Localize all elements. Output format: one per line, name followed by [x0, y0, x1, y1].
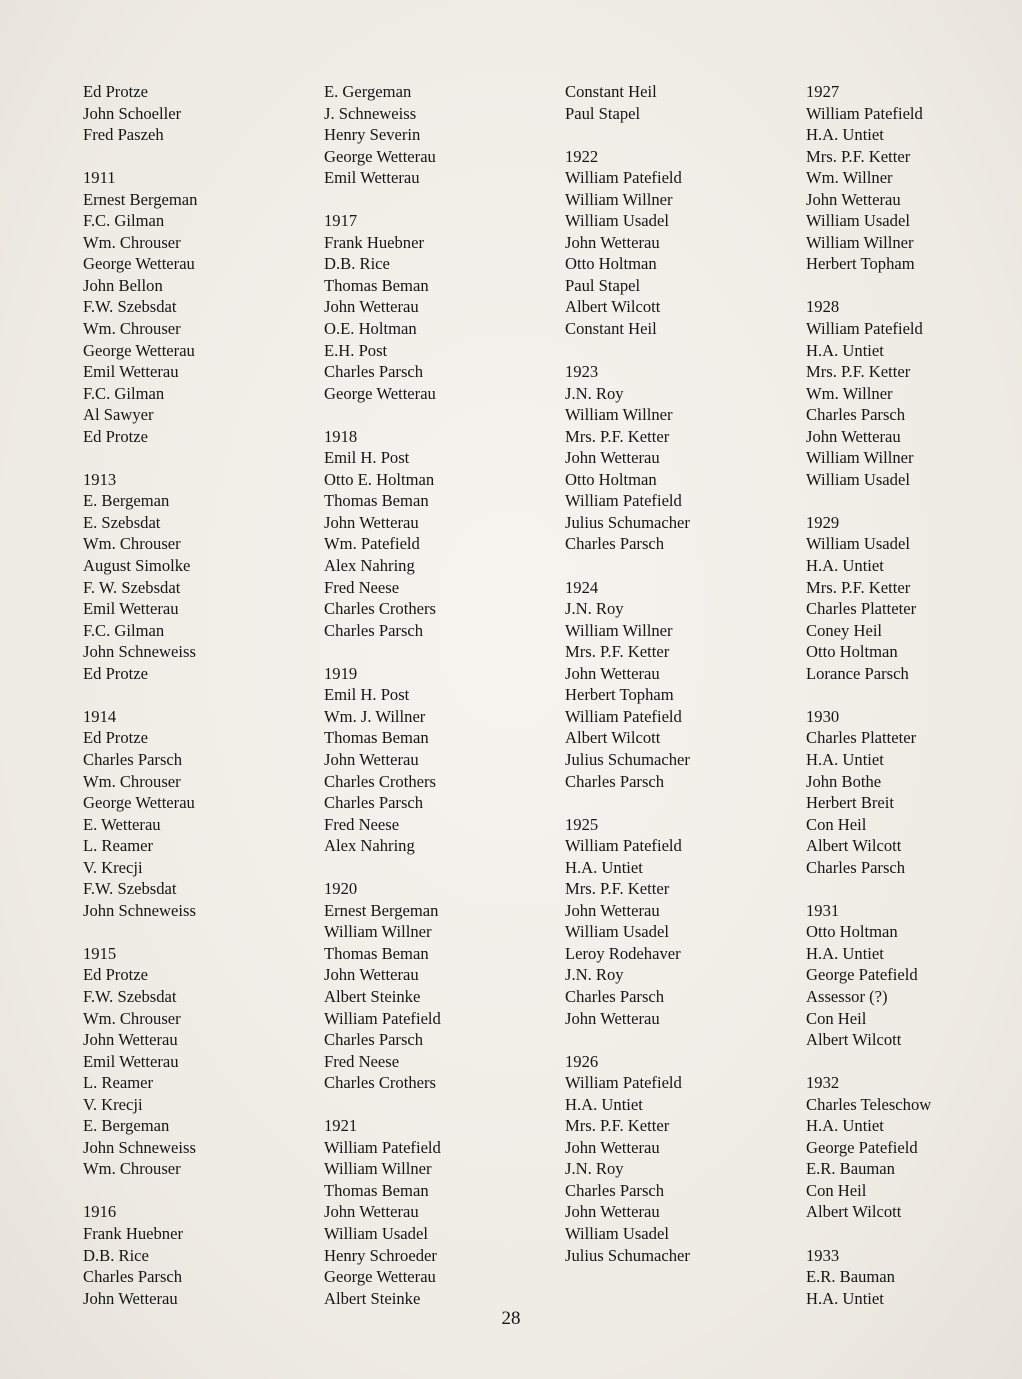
official-name: William Patefield	[806, 103, 923, 123]
official-name: Lorance Parsch	[806, 663, 909, 683]
column-1	[83, 81, 197, 1309]
year-heading: 1911	[83, 168, 116, 188]
official-name: Charles Crothers	[324, 1073, 436, 1093]
official-name: John Wetterau	[565, 1137, 660, 1157]
spacer	[565, 340, 690, 362]
official-name: Albert Wilcott	[806, 1202, 902, 1222]
official-name: H.A. Untiet	[806, 340, 884, 360]
official-name: William Willner	[324, 1159, 432, 1179]
official-name: Charles Parsch	[324, 793, 424, 813]
official-name: Albert Wilcott	[806, 1030, 902, 1050]
official-name: Thomas Beman	[324, 1180, 429, 1200]
official-name: Con Heil	[806, 1008, 867, 1028]
official-name: Thomas Beman	[324, 943, 429, 963]
official-name: George Wetterau	[83, 254, 195, 274]
official-name: Emil Wetterau	[83, 1051, 179, 1071]
year-heading: 1922	[565, 146, 599, 166]
official-name: H.A. Untiet	[806, 749, 884, 769]
official-name: Charles Parsch	[806, 405, 906, 425]
column-2	[324, 81, 441, 1309]
official-name: William Usadel	[565, 211, 669, 231]
official-name: J.N. Roy	[565, 965, 624, 985]
year-heading: 1921	[324, 1116, 358, 1136]
official-name: Charles Parsch	[324, 1030, 424, 1050]
official-name: Paul Stapel	[565, 275, 641, 295]
year-heading: 1930	[806, 706, 840, 726]
official-name: E. Wetterau	[83, 814, 161, 834]
official-name: John Wetterau	[83, 1288, 178, 1308]
official-name: F.C. Gilman	[83, 211, 165, 231]
official-name: Albert Wilcott	[806, 836, 902, 856]
spacer	[83, 1180, 197, 1202]
official-name: Charles Parsch	[565, 534, 665, 554]
official-name: V. Krecji	[83, 1094, 143, 1114]
official-name: John Bellon	[83, 275, 163, 295]
official-name: Charles Crothers	[324, 771, 436, 791]
official-name: E.R. Bauman	[806, 1267, 895, 1287]
spacer	[324, 641, 441, 663]
official-name: John Bothe	[806, 771, 882, 791]
official-name: Wm. Chrouser	[83, 1159, 181, 1179]
official-name: William Usadel	[806, 211, 910, 231]
official-name: John Wetterau	[565, 448, 660, 468]
official-name: J. Schneweiss	[324, 103, 417, 123]
spacer	[565, 1029, 690, 1051]
year-heading: 1915	[83, 943, 117, 963]
official-name: F.C. Gilman	[83, 620, 165, 640]
official-name: E. Bergeman	[83, 1116, 170, 1136]
official-name: Otto Holtman	[806, 642, 898, 662]
official-name: William Willner	[565, 620, 673, 640]
official-name: H.A. Untiet	[565, 857, 643, 877]
official-name: John Wetterau	[83, 1030, 178, 1050]
official-name: J.N. Roy	[565, 1159, 624, 1179]
official-name: William Usadel	[565, 1223, 669, 1243]
official-name: August Simolke	[83, 556, 191, 576]
official-name: Charles Parsch	[83, 749, 183, 769]
official-name: William Willner	[565, 189, 673, 209]
official-name: V. Krecji	[83, 857, 143, 877]
official-name: Thomas Beman	[324, 275, 429, 295]
official-name: Frank Huebner	[324, 232, 424, 252]
official-name: Ed Protze	[83, 82, 148, 101]
official-name: Mrs. P.F. Ketter	[565, 642, 670, 662]
official-name: F.W. Szebsdat	[83, 879, 177, 899]
official-name: J.N. Roy	[565, 383, 624, 403]
official-name: Ed Protze	[83, 965, 148, 985]
official-name: Emil H. Post	[324, 448, 410, 468]
year-heading: 1926	[565, 1051, 599, 1071]
official-name: Herbert Breit	[806, 793, 895, 813]
spacer	[83, 684, 197, 706]
official-name: Wm. Chrouser	[83, 771, 181, 791]
official-name: George Wetterau	[324, 1267, 436, 1287]
official-name: William Usadel	[565, 922, 669, 942]
official-name: L. Reamer	[83, 1073, 154, 1093]
official-name: William Willner	[806, 448, 914, 468]
official-name: H.A. Untiet	[806, 1288, 884, 1308]
official-name: Constant Heil	[565, 82, 657, 101]
official-name: D.B. Rice	[83, 1245, 149, 1265]
official-name: Wm. Chrouser	[83, 319, 181, 339]
year-heading: 1918	[324, 426, 358, 446]
year-heading: 1927	[806, 82, 840, 101]
official-name: H.A. Untiet	[806, 556, 884, 576]
year-heading: 1914	[83, 706, 117, 726]
official-name: Julius Schumacher	[565, 512, 690, 532]
official-name: Henry Severin	[324, 125, 421, 145]
official-name: Fred Paszeh	[83, 125, 164, 145]
official-name: Fred Neese	[324, 814, 400, 834]
official-name: Otto Holtman	[565, 254, 657, 274]
official-name: Wm. Chrouser	[83, 232, 181, 252]
official-name: Charles Platteter	[806, 728, 917, 748]
official-name: Emil Wetterau	[83, 362, 179, 382]
official-name: Julius Schumacher	[565, 749, 690, 769]
official-name: William Usadel	[806, 469, 910, 489]
official-name: Charles Teleschow	[806, 1094, 932, 1114]
spacer	[806, 878, 931, 900]
official-name: Ed Protze	[83, 426, 148, 446]
official-name: H.A. Untiet	[806, 1116, 884, 1136]
official-name: William Patefield	[324, 1137, 441, 1157]
official-name: John Wetterau	[806, 189, 901, 209]
official-name: Charles Parsch	[565, 986, 665, 1006]
official-name: Ernest Bergeman	[324, 900, 439, 920]
official-name: Assessor (?)	[806, 986, 888, 1006]
year-heading: 1932	[806, 1073, 840, 1093]
official-name: William Patefield	[565, 836, 682, 856]
official-name: O.E. Holtman	[324, 319, 417, 339]
year-heading: 1916	[83, 1202, 117, 1222]
official-name: John Schoeller	[83, 103, 182, 123]
official-name: Charles Platteter	[806, 599, 917, 619]
spacer	[324, 1094, 441, 1116]
official-name: Emil H. Post	[324, 685, 410, 705]
official-name: John Wetterau	[565, 232, 660, 252]
official-name: Fred Neese	[324, 577, 400, 597]
official-name: William Patefield	[565, 491, 682, 511]
official-name: Albert Wilcott	[565, 297, 661, 317]
official-name: John Wetterau	[324, 749, 419, 769]
year-heading: 1933	[806, 1245, 840, 1265]
official-name: John Schneweiss	[83, 1137, 196, 1157]
official-name: Wm. Patefield	[324, 534, 420, 554]
official-name: Otto Holtman	[565, 469, 657, 489]
spacer	[83, 146, 197, 168]
official-name: L. Reamer	[83, 836, 154, 856]
official-name: Emil Wetterau	[324, 168, 420, 188]
official-name: Otto E. Holtman	[324, 469, 435, 489]
official-name: Thomas Beman	[324, 728, 429, 748]
official-name: Charles Parsch	[565, 771, 665, 791]
official-name: Charles Parsch	[565, 1180, 665, 1200]
year-heading: 1913	[83, 469, 117, 489]
official-name: Albert Steinke	[324, 986, 421, 1006]
year-heading: 1919	[324, 663, 358, 683]
official-name: Constant Heil	[565, 319, 657, 339]
official-name: George Wetterau	[83, 340, 195, 360]
official-name: Mrs. P.F. Ketter	[565, 879, 670, 899]
official-name: E. Bergeman	[83, 491, 170, 511]
spacer	[565, 555, 690, 577]
official-name: Charles Parsch	[83, 1267, 183, 1287]
year-heading: 1925	[565, 814, 599, 834]
official-name: William Patefield	[565, 168, 682, 188]
official-name: John Wetterau	[565, 1202, 660, 1222]
year-heading: 1920	[324, 879, 358, 899]
official-name: William Willner	[565, 405, 673, 425]
spacer	[806, 1223, 931, 1245]
official-name: Mrs. P.F. Ketter	[806, 362, 911, 382]
official-name: John Wetterau	[324, 297, 419, 317]
spacer	[806, 684, 931, 706]
year-heading: 1923	[565, 362, 599, 382]
official-name: Mrs. P.F. Ketter	[806, 146, 911, 166]
official-name: H.A. Untiet	[806, 125, 884, 145]
official-name: E. Gergeman	[324, 82, 412, 101]
official-name: George Wetterau	[324, 146, 436, 166]
column-3	[565, 81, 690, 1266]
official-name: William Patefield	[565, 1073, 682, 1093]
official-name: John Wetterau	[565, 900, 660, 920]
spacer	[83, 921, 197, 943]
spacer	[806, 1051, 931, 1073]
official-name: Wm. Willner	[806, 168, 893, 188]
official-name: J.N. Roy	[565, 599, 624, 619]
official-name: E.H. Post	[324, 340, 388, 360]
official-name: Charles Crothers	[324, 599, 436, 619]
official-name: William Willner	[806, 232, 914, 252]
year-heading: 1924	[565, 577, 599, 597]
official-name: John Schneweiss	[83, 900, 196, 920]
official-name: Otto Holtman	[806, 922, 898, 942]
official-name: H.A. Untiet	[806, 943, 884, 963]
official-name: Mrs. P.F. Ketter	[565, 1116, 670, 1136]
official-name: F.W. Szebsdat	[83, 297, 177, 317]
spacer	[806, 275, 931, 297]
official-name: John Wetterau	[806, 426, 901, 446]
official-name: Con Heil	[806, 814, 867, 834]
spacer	[565, 124, 690, 146]
official-name: George Wetterau	[324, 383, 436, 403]
official-name: John Wetterau	[324, 512, 419, 532]
official-name: Emil Wetterau	[83, 599, 179, 619]
official-name: Mrs. P.F. Ketter	[565, 426, 670, 446]
official-name: Charles Parsch	[324, 620, 424, 640]
official-name: Alex Nahring	[324, 556, 415, 576]
official-name: William Willner	[324, 922, 432, 942]
official-name: Wm. Willner	[806, 383, 893, 403]
official-name: John Wetterau	[565, 1008, 660, 1028]
year-heading: 1917	[324, 211, 358, 231]
official-name: F.W. Szebsdat	[83, 986, 177, 1006]
official-name: Frank Huebner	[83, 1223, 183, 1243]
official-name: William Patefield	[565, 706, 682, 726]
official-name: John Wetterau	[324, 1202, 419, 1222]
spacer	[565, 792, 690, 814]
official-name: Ed Protze	[83, 663, 148, 683]
official-name: William Usadel	[324, 1223, 428, 1243]
spacer	[806, 490, 931, 512]
official-name: Herbert Topham	[806, 254, 915, 274]
official-name: Coney Heil	[806, 620, 883, 640]
year-heading: 1931	[806, 900, 840, 920]
spacer	[324, 404, 441, 426]
official-name: John Schneweiss	[83, 642, 196, 662]
official-name: F.C. Gilman	[83, 383, 165, 403]
official-name: E. Szebsdat	[83, 512, 161, 532]
official-name: George Wetterau	[83, 793, 195, 813]
year-heading: 1929	[806, 512, 840, 532]
official-name: Thomas Beman	[324, 491, 429, 511]
official-name: Wm. J. Willner	[324, 706, 426, 726]
official-name: William Usadel	[806, 534, 910, 554]
official-name: John Wetterau	[565, 663, 660, 683]
official-name: H.A. Untiet	[565, 1094, 643, 1114]
official-name: F. W. Szebsdat	[83, 577, 181, 597]
spacer	[324, 189, 441, 211]
official-name: Julius Schumacher	[565, 1245, 690, 1265]
spacer	[83, 447, 197, 469]
column-4	[806, 81, 931, 1309]
official-name: Charles Parsch	[324, 362, 424, 382]
official-name: Leroy Rodehaver	[565, 943, 681, 963]
year-heading: 1928	[806, 297, 840, 317]
official-name: Mrs. P.F. Ketter	[806, 577, 911, 597]
official-name: Albert Wilcott	[565, 728, 661, 748]
page-number: 28	[501, 1308, 521, 1329]
official-name: Paul Stapel	[565, 103, 641, 123]
official-name: Henry Schroeder	[324, 1245, 437, 1265]
official-name: Wm. Chrouser	[83, 1008, 181, 1028]
official-name: William Patefield	[324, 1008, 441, 1028]
official-name: Fred Neese	[324, 1051, 400, 1071]
official-name: Con Heil	[806, 1180, 867, 1200]
official-name: Albert Steinke	[324, 1288, 421, 1308]
official-name: E.R. Bauman	[806, 1159, 895, 1179]
official-name: Ernest Bergeman	[83, 189, 198, 209]
official-name: Herbert Topham	[565, 685, 674, 705]
official-name: John Wetterau	[324, 965, 419, 985]
official-name: D.B. Rice	[324, 254, 390, 274]
official-name: William Patefield	[806, 319, 923, 339]
official-name: George Patefield	[806, 965, 918, 985]
official-name: Al Sawyer	[83, 405, 154, 425]
official-name: Ed Protze	[83, 728, 148, 748]
official-name: George Patefield	[806, 1137, 918, 1157]
official-name: Charles Parsch	[806, 857, 906, 877]
official-name: Alex Nahring	[324, 836, 415, 856]
spacer	[324, 857, 441, 879]
official-name: Wm. Chrouser	[83, 534, 181, 554]
